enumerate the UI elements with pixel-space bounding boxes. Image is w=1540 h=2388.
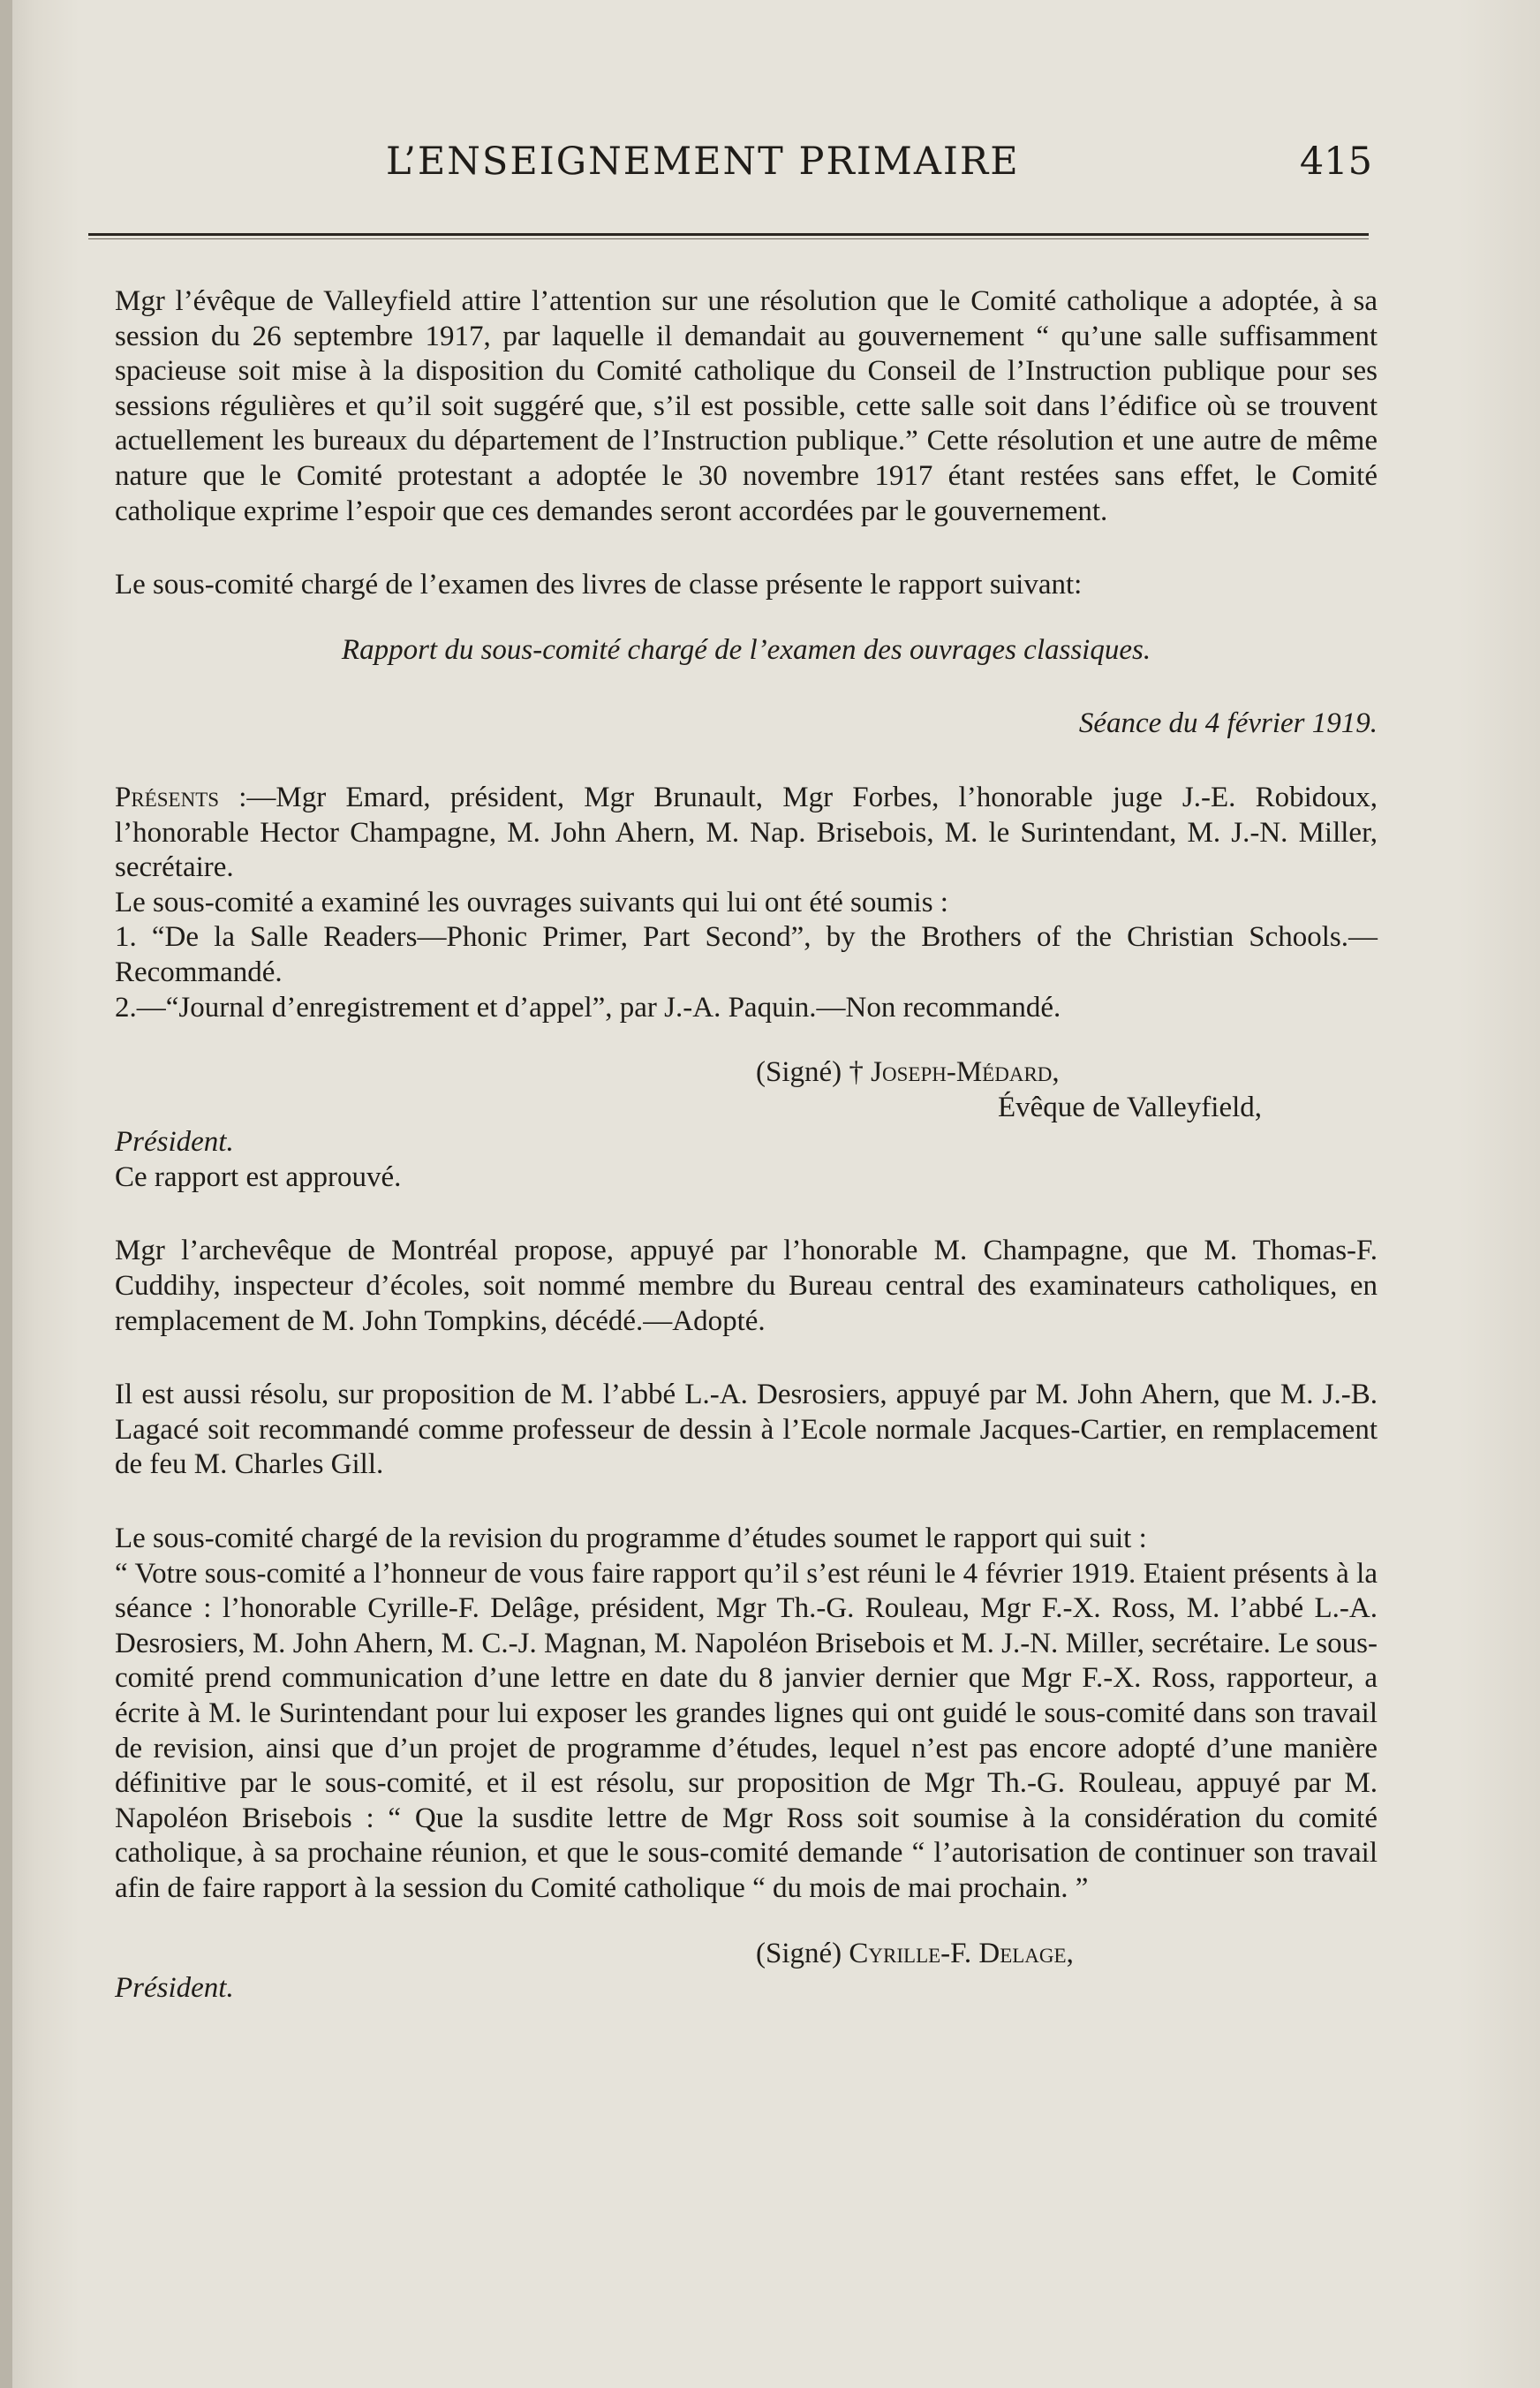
page-binding-edge: [0, 0, 12, 2388]
list-item-1: 1. “De la Salle Readers—Phonic Primer, Part Second”, by the Brothers of the Christian Schools.—Recommandé.: [115, 921, 1378, 988]
signature-2-name: Cyrille-F. Delage,: [849, 1937, 1074, 1969]
paragraph-sous-comite-intro: Le sous-comité chargé de l’examen des livres de classe présente le rapport suivant:: [115, 569, 1083, 601]
running-title: L’ENSEIGNEMENT PRIMAIRE: [386, 140, 1020, 184]
signature-2-signed: (Signé): [756, 1937, 849, 1969]
page-number: 415: [1299, 140, 1372, 184]
paragraph-revision-report: “ Votre sous-comité a l’honneur de vous faire rapport qu’il s’est réuni le 4 février 1919. Etaient présents à la séance : l’honorable Cyrille-F. Delâge, président, Mgr Th.-G. Rouleau, Mgr F.-X. Ross, M. l’abbé L.-A. Desrosiers, M. John Ahern, M. C.-J. Magnan, M. Napoléon Brisebois et M. J.-N. Miller, secrétaire. Le sous-comité prend communication d’une lettre en date du 8 janvier dernier que Mgr F.-X. Ross, rapporteur, a écrite à M. le Surintendant pour lui exposer les grandes lignes qui ont guidé le sous-comité dans son travail de revision, ainsi que d’un projet de programme d’études, lequel n’est pas encore adopté d’une manière définitive par le sous-comité, et il est résolu, sur proposition de Mgr Th.-G. Rouleau, appuyé par M. Napoléon Brisebois : “ Que la susdite lettre de Mgr Ross soit soumise à la considération du comité catholique, à sa prochaine réunion, et que le sous-comité demande “ l’autorisation de continuer son travail afin de faire rapport à la session du Comité catholique “ du mois de mai prochain. ”: [115, 1557, 1378, 1904]
presents-label: Présents: [115, 781, 220, 813]
page-body: [115, 284, 1378, 2006]
paragraph-valleyfield-resolution: Mgr l’évêque de Valleyfield attire l’attention sur une résolution que le Comité catholique a adoptée, à sa session du 26 septembre 1917, par laquelle il demandait au gouvernement “ qu’une salle suffisamment spacieuse soit mise à la disposition du Comité catholique du Conseil de l’Instruction publique pour ses sessions régulières et qu’il soit suggéré que, s’il est possible, cette salle soit dans l’édifice où se trouvent actuellement les bureaux du département de l’Instruction publique.” Cette résolution et une autre de même nature que le Comité protestant a adoptée le 30 novembre 1917 étant restées sans effet, le Comité catholique exprime l’espoir que ces demandes seront accordées par le gouvernement.: [115, 285, 1378, 527]
paragraph-examined: Le sous-comité a examiné les ouvrages suivants qui lui ont été soumis :: [115, 886, 948, 918]
signature-2: [115, 1937, 1378, 1972]
paragraph-lagace: Il est aussi résolu, sur proposition de M. l’abbé L.-A. Desrosiers, appuyé par M. John Ahern, que M. J.-B. Lagacé soit recommandé comme professeur de dessin à l’Ecole normale Jacques-Cartier, en remplacement de feu M. Charles Gill.: [115, 1379, 1378, 1481]
signature-1-signed: (Signé) †: [756, 1056, 872, 1089]
list-item-2: 2.—“Journal d’enregistrement et d’appel”, par J.-A. Paquin.—Non recommandé.: [115, 991, 1061, 1024]
seance-date: Séance du 4 février 1919.: [1078, 707, 1378, 740]
signature-1-role: Président.: [115, 1126, 234, 1159]
presents-text: :—Mgr Emard, président, Mgr Brunault, Mgr Forbes, l’honorable juge J.-E. Robidoux, l’honorable Hector Champagne, M. John Ahern, M. Nap. Brisebois, M. le Surintendant, M. J.-N. Miller, secrétaire.: [115, 781, 1378, 884]
header-rule: [88, 233, 1369, 236]
signature-1-name: Joseph-Médard,: [871, 1056, 1060, 1089]
paragraph-revision-intro: Le sous-comité chargé de la revision du programme d’études soumet le rapport qui suit :: [115, 1523, 1147, 1555]
paragraph-cuddihy: Mgr l’archevêque de Montréal propose, appuyé par l’honorable M. Champagne, que M. Thomas-F. Cuddihy, inspecteur d’écoles, soit nommé membre du Bureau central des examinateurs catholiques, en remplacement de M. John Tompkins, décédé.—Adopté.: [115, 1235, 1378, 1337]
signature-2-role: Président.: [115, 1972, 234, 2005]
paragraph-presents: [115, 781, 1378, 886]
signature-1: [115, 1055, 1378, 1091]
signature-1-title: Évêque de Valleyfield,: [998, 1091, 1263, 1123]
page-header: [0, 140, 1540, 193]
paragraph-approved: Ce rapport est approuvé.: [115, 1160, 402, 1193]
header-rule-thin: [88, 238, 1369, 239]
report-title: Rapport du sous-comité chargé de l’examen des ouvrages classiques.: [341, 633, 1151, 666]
